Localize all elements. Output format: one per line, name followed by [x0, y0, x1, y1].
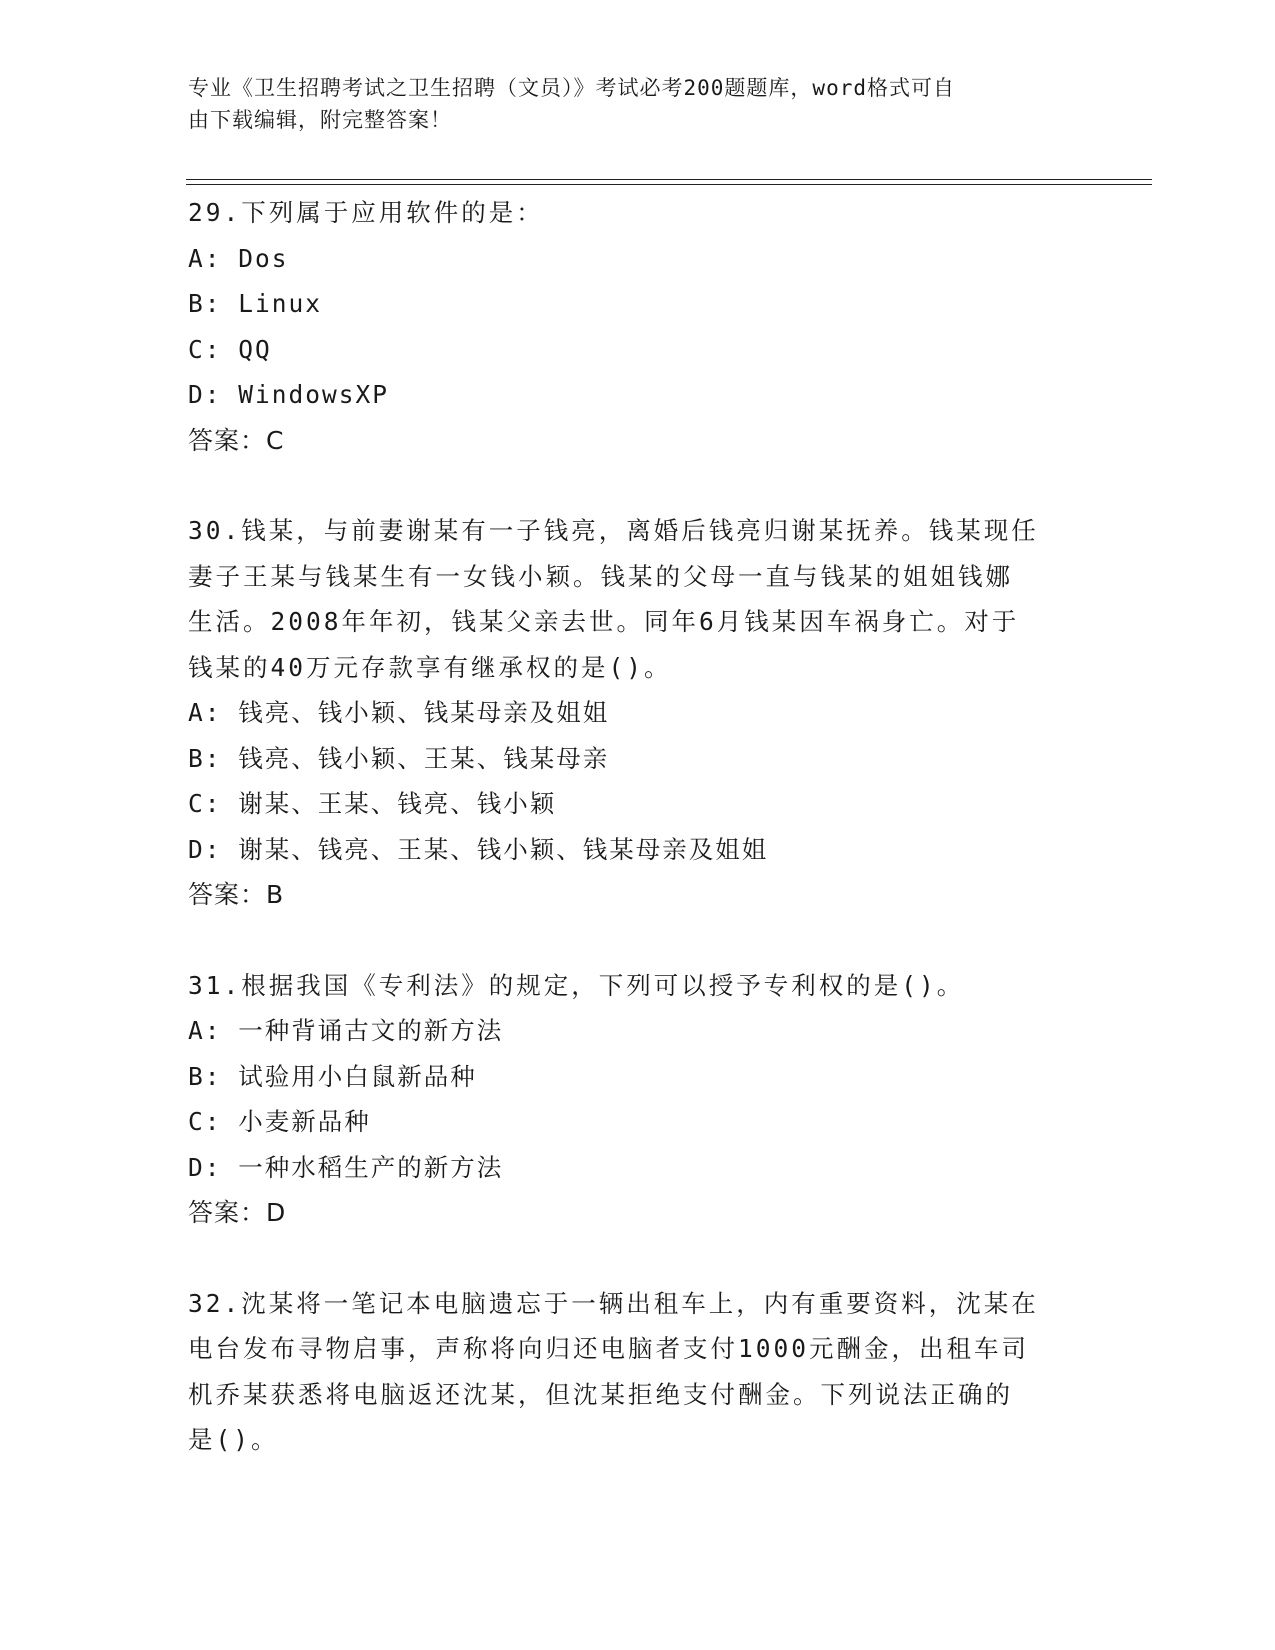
question-text-line: 电台发布寻物启事，声称将向归还电脑者支付1000元酬金，出租车司 [188, 1334, 1029, 1363]
answer-option: C: 小麦新品种 [188, 1107, 371, 1136]
question-text-line: 30.钱某，与前妻谢某有一子钱亮，离婚后钱亮归谢某抚养。钱某现任 [188, 516, 1039, 545]
answer-option: A: Dos [188, 243, 289, 273]
document-header [188, 72, 1068, 136]
question-block [188, 190, 1088, 463]
answer-option: A: 一种背诵古文的新方法 [188, 1016, 504, 1045]
question-block [188, 508, 1088, 918]
answer-option: D: WindowsXP [188, 380, 390, 409]
question-stem [188, 508, 1088, 690]
answer-key: 答案：B [188, 880, 285, 909]
question-text-line: 32.沈某将一笔记本电脑遗忘于一辆出租车上，内有重要资料，沈某在 [188, 1288, 1039, 1318]
question-text-line: 31.根据我国《专利法》的规定，下列可以授予专利权的是()。 [188, 970, 965, 1000]
header-line-2: 由下载编辑，附完整答案！ [188, 108, 452, 132]
question-block [188, 963, 1088, 1236]
question-list [188, 190, 1088, 1508]
answer-option: C: QQ [188, 334, 272, 364]
question-text-line: 钱某的40万元存款享有继承权的是()。 [188, 652, 672, 682]
answer-key: 答案：D [188, 1198, 287, 1227]
answer-key: 答案：C [188, 425, 285, 455]
question-stem [188, 1281, 1088, 1463]
answer-option: B: Linux [188, 289, 323, 318]
header-rule-bottom [186, 184, 1152, 185]
question-text-line: 生活。2008年年初，钱某父亲去世。同年6月钱某因车祸身亡。对于 [188, 607, 1020, 636]
header-rule-top [186, 179, 1152, 180]
question-block [188, 1281, 1088, 1463]
question-text-line: 机乔某获悉将电脑返还沈某，但沈某拒绝支付酬金。下列说法正确的 [188, 1379, 1013, 1409]
question-stem [188, 190, 1088, 236]
answer-option: C: 谢某、王某、钱亮、钱小颖 [188, 789, 557, 818]
header-line-1: 专业《卫生招聘考试之卫生招聘（文员）》考试必考200题题库，word格式可自 [188, 76, 955, 100]
question-text-line: 是()。 [188, 1425, 279, 1454]
answer-option: B: 钱亮、钱小颖、王某、钱某母亲 [188, 743, 610, 773]
question-stem [188, 963, 1088, 1009]
answer-option: A: 钱亮、钱小颖、钱某母亲及姐姐 [188, 698, 610, 727]
answer-option: B: 试验用小白鼠新品种 [188, 1061, 477, 1091]
question-text-line: 妻子王某与钱某生有一女钱小颖。钱某的父母一直与钱某的姐姐钱娜 [188, 561, 1013, 591]
answer-option: D: 一种水稻生产的新方法 [188, 1152, 504, 1182]
question-text-line: 29.下列属于应用软件的是： [188, 198, 544, 227]
answer-option: D: 谢某、钱亮、王某、钱小颖、钱某母亲及姐姐 [188, 834, 769, 864]
